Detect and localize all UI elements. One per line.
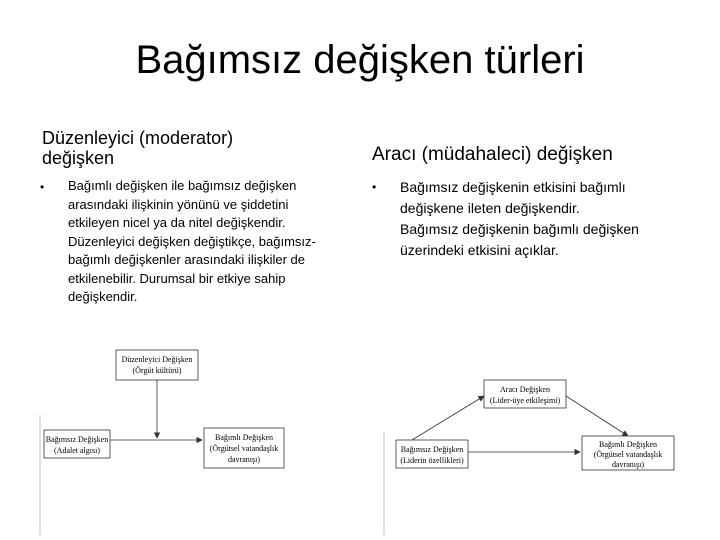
moderator-box-label: Düzenleyici Değişken [121,355,193,364]
bullet-symbol: • [40,180,45,194]
mediator-description-line: üzerindeki etkisini açıklar. [400,242,559,258]
mediator-box-sublabel: (Lider-üye etkileşimi) [489,396,561,405]
mediator-to-dependent-arrow [566,396,628,436]
moderator-description-line: bağımlı değişkenler arasındaki ilişkiler de [68,252,306,267]
moderator-description-line: etkileyen nicel ya da nitel değişkendir. [68,215,286,230]
mediator-dependent-sublabel: (Örgütsel vatandaşlık [593,450,663,459]
moderator-heading-line1: Düzenleyici (moderator) [42,128,234,148]
dependent-box-sublabel: davranışı) [228,455,260,464]
mediator-dependent-label: Bağımlı Değişken [599,440,657,449]
moderator-diagram [44,350,284,468]
independent-box-label: Bağımsız Değişken [45,435,109,444]
mediator-description-line: değişkene ileten değişkendir. [400,200,580,216]
mediator-dependent-sublabel: davranışı) [612,460,644,469]
moderator-description-line: etkilenebilir. Durumsal bir etkiye sahip [68,270,286,286]
moderator-description-line: Düzenleyici değişken değiştikçe, bağımsız- [68,233,316,249]
moderator-description-line: Bağımlı değişken ile bağımsız değişken [68,178,297,193]
slide-title: Bağımsız değişken türleri [135,38,585,82]
independent-to-mediator-arrow [412,396,484,440]
moderator-description-line: değişkendir. [68,289,138,304]
mediator-independent-label: Bağımsız Değişken [400,445,464,454]
mediator-description-line: Bağımsız değişkenin bağımlı değişken [400,221,639,237]
independent-box-sublabel: (Adalet algısı) [54,446,100,455]
mediator-heading: Aracı (müdahaleci) değişken [372,144,613,165]
mediator-description-line: Bağımsız değişkenin etkisini bağımlı [400,179,626,195]
moderator-description-line: arasındaki ilişkinin yönünü ve şiddetini [68,196,289,212]
dependent-box-label: Bağımlı Değişken [215,433,273,442]
mediator-independent-sublabel: (Liderin özellikleri) [400,456,464,465]
dependent-box-sublabel: (Örgütsel vatandaşlık [209,444,279,453]
moderator-heading-line2: değişken [42,148,115,168]
mediator-diagram [396,380,674,470]
bullet-symbol: • [372,180,377,194]
mediator-box-label: Aracı Değişken [500,385,550,394]
moderator-box-sublabel: (Örgüt kültürü) [132,366,182,375]
